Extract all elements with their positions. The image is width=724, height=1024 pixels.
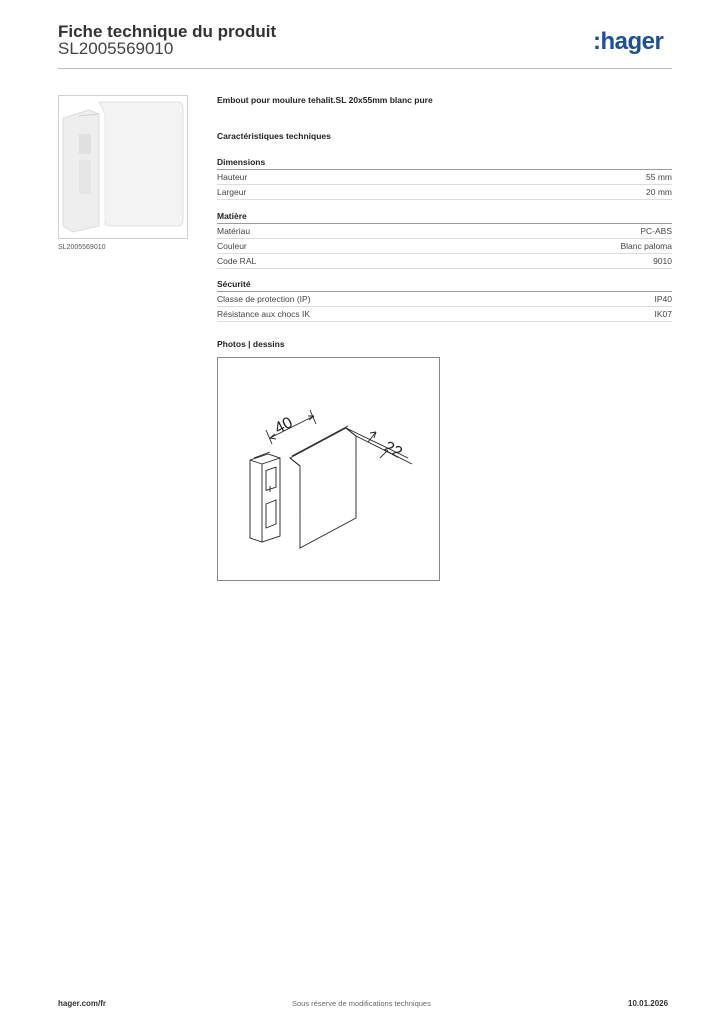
group-title: Matière [217, 209, 672, 224]
table-row [217, 185, 672, 200]
row-value: 9010 [653, 256, 672, 266]
group-security [217, 277, 672, 322]
table-row [217, 239, 672, 254]
product-reference: SL2005569010 [58, 39, 174, 58]
row-value: IP40 [654, 294, 672, 304]
table-row [217, 307, 672, 322]
row-label: Classe de protection (IP) [217, 294, 311, 304]
product-photo [58, 95, 188, 239]
footer-website-link[interactable]: hager.com/fr [58, 999, 107, 1008]
footer-date: 10.01.2026 [628, 999, 669, 1008]
hager-logo[interactable]: :hager [593, 28, 664, 55]
photo-caption: SL2005569010 [58, 244, 106, 251]
product-photo-image [59, 96, 187, 238]
row-value: IK07 [654, 309, 672, 319]
table-row [217, 254, 672, 269]
dimension-label-40: 40 [271, 414, 296, 438]
technical-drawing [217, 357, 440, 581]
row-value: 55 mm [646, 172, 672, 182]
dimension-label-22: 22 [381, 438, 405, 462]
group-title: Dimensions [217, 155, 672, 170]
row-label: Résistance aux chocs IK [217, 309, 311, 319]
row-label: Code RAL [217, 256, 257, 266]
footer-disclaimer: Sous réserve de modifications techniques [292, 999, 431, 1008]
technical-drawing-image [218, 358, 439, 580]
table-row [217, 224, 672, 239]
group-title: Sécurité [217, 277, 672, 292]
header-divider [58, 68, 672, 69]
group-dimensions [217, 155, 672, 200]
row-label: Hauteur [217, 172, 248, 182]
row-label: Largeur [217, 187, 247, 197]
table-row [217, 170, 672, 185]
group-material [217, 209, 672, 269]
page-title: Fiche technique du produit [58, 22, 277, 41]
row-value: PC-ABS [640, 226, 672, 236]
section-title-characteristics: Caractéristiques techniques [217, 131, 331, 141]
row-value: 20 mm [646, 187, 672, 197]
photos-drawings-title: Photos | dessins [217, 339, 285, 349]
row-label: Matériau [217, 226, 251, 236]
table-row [217, 292, 672, 307]
row-label: Couleur [217, 241, 247, 251]
row-value: Blanc paloma [620, 241, 672, 251]
product-description: Embout pour moulure tehalit.SL 20x55mm blanc pure [217, 95, 433, 105]
